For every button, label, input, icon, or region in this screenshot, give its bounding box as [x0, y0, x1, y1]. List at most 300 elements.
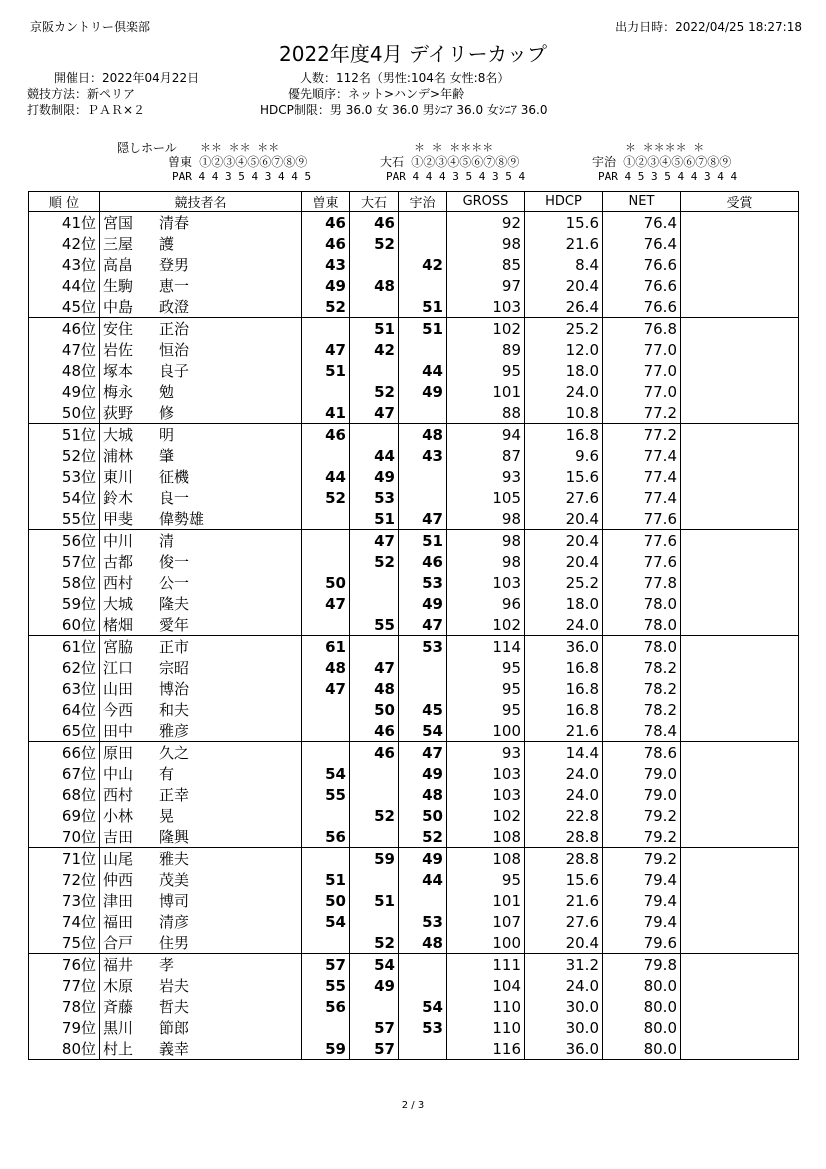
oishi-score-cell: 52	[350, 805, 399, 826]
given-name: 偉勢雄	[159, 510, 205, 528]
rank-cell: 76位	[29, 954, 100, 976]
sodo-score-cell: 44	[302, 466, 350, 487]
rank-cell: 46位	[29, 318, 100, 340]
table-row	[29, 720, 799, 742]
net-cell: 77.6	[603, 551, 681, 572]
family-name: 福田	[103, 913, 134, 931]
family-name: 福井	[103, 956, 134, 974]
gross-cell: 93	[447, 742, 525, 764]
gross-cell: 100	[447, 932, 525, 954]
net-cell: 77.6	[603, 508, 681, 530]
sodo-score-cell: 51	[302, 360, 350, 381]
player-name-cell	[100, 296, 302, 318]
net-cell: 79.6	[603, 932, 681, 954]
given-name: 岩夫	[159, 977, 190, 995]
course-oishi-holes: 大石 ①②③④⑤⑥⑦⑧⑨	[380, 155, 520, 169]
hdcp-cell: 31.2	[525, 954, 603, 976]
page-number: 2 / 3	[401, 1100, 425, 1111]
player-name-cell	[100, 911, 302, 932]
hdcp-cell: 16.8	[525, 699, 603, 720]
gross-cell: 102	[447, 318, 525, 340]
rank-cell: 77位	[29, 975, 100, 996]
oishi-score-cell: 54	[350, 954, 399, 976]
uji-score-cell: 49	[399, 848, 447, 870]
given-name: 護	[159, 235, 175, 253]
family-name: 江口	[103, 659, 134, 677]
family-name: 高畠	[103, 256, 134, 274]
gross-cell: 98	[447, 530, 525, 552]
rank-cell: 71位	[29, 848, 100, 870]
table-row	[29, 742, 799, 764]
gross-cell: 94	[447, 424, 525, 446]
table-header-row	[29, 192, 799, 212]
family-name: 西村	[103, 574, 134, 592]
sodo-score-cell: 48	[302, 657, 350, 678]
sodo-score-cell: 49	[302, 275, 350, 296]
sodo-score-cell: 52	[302, 487, 350, 508]
award-cell	[681, 657, 799, 678]
rank-cell: 78位	[29, 996, 100, 1017]
table-row	[29, 657, 799, 678]
award-cell	[681, 805, 799, 826]
col-rank: 順 位	[29, 192, 100, 212]
uji-score-cell: 49	[399, 381, 447, 402]
course-oishi-stars: ＊ ＊ ＊＊＊＊	[414, 141, 494, 154]
oishi-score-cell	[350, 360, 399, 381]
table-row	[29, 763, 799, 784]
net-cell: 79.0	[603, 763, 681, 784]
sodo-score-cell	[302, 720, 350, 742]
gross-cell: 88	[447, 402, 525, 424]
net-cell: 77.0	[603, 381, 681, 402]
rank-cell: 59位	[29, 593, 100, 614]
rank-cell: 47位	[29, 339, 100, 360]
family-name: 甲斐	[103, 510, 134, 528]
award-cell	[681, 551, 799, 572]
table-row	[29, 275, 799, 296]
table-row	[29, 254, 799, 275]
award-cell	[681, 784, 799, 805]
oishi-score-cell: 52	[350, 381, 399, 402]
hdcp-cell: 12.0	[525, 339, 603, 360]
table-row	[29, 381, 799, 402]
award-cell	[681, 720, 799, 742]
net-cell: 77.8	[603, 572, 681, 593]
player-name-cell	[100, 763, 302, 784]
player-name-cell	[100, 402, 302, 424]
sodo-score-cell: 47	[302, 678, 350, 699]
course-oishi-par: PAR 4 4 4 3 5 4 3 5 4	[386, 170, 526, 183]
oishi-score-cell: 44	[350, 445, 399, 466]
hdcp-cell: 18.0	[525, 593, 603, 614]
hdcp-cell: 16.8	[525, 678, 603, 699]
rank-cell: 55位	[29, 508, 100, 530]
hdcp-cell: 21.6	[525, 720, 603, 742]
rank-cell: 62位	[29, 657, 100, 678]
gross-cell: 107	[447, 911, 525, 932]
hdcp-cell: 8.4	[525, 254, 603, 275]
oishi-score-cell: 52	[350, 932, 399, 954]
gross-cell: 110	[447, 1017, 525, 1038]
player-name-cell	[100, 1017, 302, 1038]
rank-cell: 79位	[29, 1017, 100, 1038]
net-cell: 77.6	[603, 530, 681, 552]
net-cell: 77.2	[603, 424, 681, 446]
col-hdcp: HDCP	[525, 192, 603, 212]
family-name: 塚本	[103, 362, 134, 380]
oishi-score-cell: 46	[350, 720, 399, 742]
sodo-score-cell	[302, 318, 350, 340]
given-name: 明	[159, 426, 175, 444]
net-cell: 80.0	[603, 975, 681, 996]
award-cell	[681, 742, 799, 764]
sodo-score-cell	[302, 932, 350, 954]
uji-score-cell: 48	[399, 932, 447, 954]
award-cell	[681, 275, 799, 296]
rank-cell: 44位	[29, 275, 100, 296]
hdcp-cell: 20.4	[525, 275, 603, 296]
rank-cell: 60位	[29, 614, 100, 636]
gross-cell: 105	[447, 487, 525, 508]
oishi-score-cell	[350, 826, 399, 848]
gross-cell: 104	[447, 975, 525, 996]
gross-cell: 92	[447, 212, 525, 234]
uji-score-cell: 54	[399, 720, 447, 742]
award-cell	[681, 424, 799, 446]
rank-cell: 51位	[29, 424, 100, 446]
hdcp-cell: 36.0	[525, 636, 603, 658]
award-cell	[681, 932, 799, 954]
sodo-score-cell: 56	[302, 996, 350, 1017]
family-name: 木原	[103, 977, 134, 995]
sodo-score-cell	[302, 530, 350, 552]
sodo-score-cell: 52	[302, 296, 350, 318]
oishi-score-cell: 47	[350, 657, 399, 678]
table-row	[29, 975, 799, 996]
given-name: 有	[159, 765, 175, 783]
table-row	[29, 826, 799, 848]
sodo-score-cell	[302, 445, 350, 466]
player-name-cell	[100, 678, 302, 699]
oishi-score-cell: 42	[350, 339, 399, 360]
hdcp-cell: 26.4	[525, 296, 603, 318]
player-name-cell	[100, 551, 302, 572]
family-name: 宮脇	[103, 638, 134, 656]
oishi-score-cell	[350, 911, 399, 932]
award-cell	[681, 572, 799, 593]
player-name-cell	[100, 233, 302, 254]
award-cell	[681, 508, 799, 530]
family-name: 生駒	[103, 277, 134, 295]
net-cell: 76.4	[603, 233, 681, 254]
oishi-score-cell	[350, 869, 399, 890]
table-row	[29, 784, 799, 805]
net-cell: 80.0	[603, 1038, 681, 1060]
sodo-score-cell: 46	[302, 424, 350, 446]
oishi-score-cell: 52	[350, 233, 399, 254]
net-cell: 80.0	[603, 996, 681, 1017]
uji-score-cell: 47	[399, 614, 447, 636]
given-name: 政澄	[159, 298, 190, 316]
given-name: 正幸	[159, 786, 190, 804]
event-hdcp-limit: HDCP制限：男 36.0 女 36.0 男ｼﾆｱ 36.0 女ｼﾆｱ 36.0	[260, 103, 548, 117]
table-row	[29, 445, 799, 466]
sodo-score-cell: 57	[302, 954, 350, 976]
sodo-score-cell: 46	[302, 233, 350, 254]
table-row	[29, 530, 799, 552]
table-row	[29, 572, 799, 593]
given-name: 公一	[159, 574, 190, 592]
given-name: 宗昭	[159, 659, 190, 677]
table-row	[29, 424, 799, 446]
award-cell	[681, 996, 799, 1017]
hdcp-cell: 21.6	[525, 233, 603, 254]
col-net: NET	[603, 192, 681, 212]
table-row	[29, 508, 799, 530]
net-cell: 76.6	[603, 296, 681, 318]
table-row	[29, 296, 799, 318]
table-row	[29, 212, 799, 234]
player-name-cell	[100, 572, 302, 593]
uji-score-cell: 47	[399, 742, 447, 764]
family-name: 今西	[103, 701, 134, 719]
sodo-score-cell: 59	[302, 1038, 350, 1060]
oishi-score-cell: 49	[350, 466, 399, 487]
family-name: 大城	[103, 426, 134, 444]
player-name-cell	[100, 869, 302, 890]
player-name-cell	[100, 975, 302, 996]
sodo-score-cell: 47	[302, 593, 350, 614]
gross-cell: 98	[447, 551, 525, 572]
rank-cell: 68位	[29, 784, 100, 805]
rank-cell: 61位	[29, 636, 100, 658]
award-cell	[681, 593, 799, 614]
gross-cell: 108	[447, 826, 525, 848]
net-cell: 79.0	[603, 784, 681, 805]
hdcp-cell: 16.8	[525, 657, 603, 678]
uji-score-cell: 44	[399, 360, 447, 381]
uji-score-cell	[399, 339, 447, 360]
col-uji: 宇治	[399, 192, 447, 212]
family-name: 中川	[103, 532, 134, 550]
oishi-score-cell: 48	[350, 275, 399, 296]
oishi-score-cell	[350, 424, 399, 446]
gross-cell: 108	[447, 848, 525, 870]
award-cell	[681, 530, 799, 552]
given-name: 正治	[159, 320, 190, 338]
given-name: 愛年	[159, 616, 190, 634]
family-name: 西村	[103, 786, 134, 804]
award-cell	[681, 318, 799, 340]
family-name: 斉藤	[103, 998, 134, 1016]
hdcp-cell: 15.6	[525, 466, 603, 487]
net-cell: 77.0	[603, 360, 681, 381]
gross-cell: 103	[447, 296, 525, 318]
rank-cell: 52位	[29, 445, 100, 466]
given-name: 修	[159, 404, 175, 422]
player-name-cell	[100, 275, 302, 296]
family-name: 田中	[103, 722, 134, 740]
uji-score-cell: 50	[399, 805, 447, 826]
rank-cell: 53位	[29, 466, 100, 487]
uji-score-cell: 49	[399, 593, 447, 614]
net-cell: 77.4	[603, 445, 681, 466]
sodo-score-cell	[302, 551, 350, 572]
player-name-cell	[100, 742, 302, 764]
player-name-cell	[100, 848, 302, 870]
player-name-cell	[100, 614, 302, 636]
family-name: 中山	[103, 765, 134, 783]
col-award: 受賞	[681, 192, 799, 212]
course-uji-par: PAR 4 5 3 5 4 4 3 4 4	[598, 170, 738, 183]
net-cell: 80.0	[603, 1017, 681, 1038]
family-name: 小林	[103, 807, 134, 825]
table-row	[29, 699, 799, 720]
net-cell: 79.4	[603, 869, 681, 890]
player-name-cell	[100, 1038, 302, 1060]
hdcp-cell: 27.6	[525, 911, 603, 932]
family-name: 村上	[103, 1040, 134, 1058]
uji-score-cell: 43	[399, 445, 447, 466]
family-name: 東川	[103, 468, 134, 486]
sodo-score-cell: 55	[302, 975, 350, 996]
hdcp-cell: 36.0	[525, 1038, 603, 1060]
rank-cell: 56位	[29, 530, 100, 552]
hdcp-cell: 24.0	[525, 763, 603, 784]
award-cell	[681, 975, 799, 996]
table-row	[29, 318, 799, 340]
rank-cell: 70位	[29, 826, 100, 848]
rank-cell: 58位	[29, 572, 100, 593]
uji-score-cell	[399, 233, 447, 254]
gross-cell: 96	[447, 593, 525, 614]
gross-cell: 85	[447, 254, 525, 275]
family-name: 鈴木	[103, 489, 134, 507]
player-name-cell	[100, 932, 302, 954]
given-name: 晃	[159, 807, 175, 825]
gross-cell: 89	[447, 339, 525, 360]
net-cell: 79.8	[603, 954, 681, 976]
uji-score-cell: 47	[399, 508, 447, 530]
sodo-score-cell	[302, 1017, 350, 1038]
rank-cell: 48位	[29, 360, 100, 381]
oishi-score-cell: 53	[350, 487, 399, 508]
player-name-cell	[100, 254, 302, 275]
uji-score-cell: 46	[399, 551, 447, 572]
uji-score-cell: 53	[399, 636, 447, 658]
oishi-score-cell: 51	[350, 890, 399, 911]
gross-cell: 97	[447, 275, 525, 296]
family-name: 古都	[103, 553, 134, 571]
sodo-score-cell	[302, 614, 350, 636]
table-row	[29, 339, 799, 360]
uji-score-cell: 44	[399, 869, 447, 890]
gross-cell: 103	[447, 784, 525, 805]
hdcp-cell: 28.8	[525, 848, 603, 870]
oishi-score-cell: 57	[350, 1038, 399, 1060]
hdcp-cell: 9.6	[525, 445, 603, 466]
sodo-score-cell	[302, 848, 350, 870]
given-name: 隆興	[159, 828, 190, 846]
rank-cell: 63位	[29, 678, 100, 699]
net-cell: 78.0	[603, 614, 681, 636]
award-cell	[681, 869, 799, 890]
sodo-score-cell	[302, 805, 350, 826]
table-row	[29, 678, 799, 699]
table-row	[29, 360, 799, 381]
course-sodo-par: PAR 4 4 3 5 4 3 4 4 5	[172, 170, 312, 183]
net-cell: 78.0	[603, 593, 681, 614]
award-cell	[681, 360, 799, 381]
gross-cell: 98	[447, 233, 525, 254]
sodo-score-cell: 51	[302, 869, 350, 890]
rank-cell: 65位	[29, 720, 100, 742]
table-row	[29, 487, 799, 508]
event-date: 開催日：2022年04月22日	[54, 71, 200, 85]
col-gross: GROSS	[447, 192, 525, 212]
given-name: 肇	[159, 447, 175, 465]
hdcp-cell: 20.4	[525, 530, 603, 552]
player-name-cell	[100, 360, 302, 381]
hdcp-cell: 24.0	[525, 381, 603, 402]
award-cell	[681, 296, 799, 318]
hdcp-cell: 20.4	[525, 551, 603, 572]
family-name: 原田	[103, 744, 134, 762]
family-name: 仲西	[103, 871, 134, 889]
award-cell	[681, 699, 799, 720]
table-row	[29, 1038, 799, 1060]
oishi-score-cell	[350, 784, 399, 805]
rank-cell: 54位	[29, 487, 100, 508]
player-name-cell	[100, 636, 302, 658]
award-cell	[681, 636, 799, 658]
oishi-score-cell: 55	[350, 614, 399, 636]
net-cell: 78.0	[603, 636, 681, 658]
net-cell: 78.4	[603, 720, 681, 742]
given-name: 清彦	[159, 913, 190, 931]
gross-cell: 103	[447, 763, 525, 784]
club-name: 京阪カントリー倶楽部	[30, 20, 151, 34]
given-name: 茂美	[159, 871, 190, 889]
oishi-score-cell: 51	[350, 318, 399, 340]
event-limit: 打数制限：ＰＡＲ×２	[27, 103, 146, 117]
table-row	[29, 593, 799, 614]
gross-cell: 103	[447, 572, 525, 593]
col-sodo: 曽東	[302, 192, 350, 212]
rank-cell: 43位	[29, 254, 100, 275]
oishi-score-cell	[350, 996, 399, 1017]
sodo-score-cell: 43	[302, 254, 350, 275]
event-priority: 優先順序：ネット>ハンデ>年齢	[288, 87, 465, 101]
gross-cell: 95	[447, 657, 525, 678]
uji-score-cell	[399, 402, 447, 424]
sodo-score-cell: 41	[302, 402, 350, 424]
sodo-score-cell: 50	[302, 890, 350, 911]
given-name: 登男	[159, 256, 190, 274]
oishi-score-cell	[350, 636, 399, 658]
sodo-score-cell: 56	[302, 826, 350, 848]
rank-cell: 41位	[29, 212, 100, 234]
rank-cell: 50位	[29, 402, 100, 424]
award-cell	[681, 381, 799, 402]
given-name: 隆夫	[159, 595, 190, 613]
rank-cell: 69位	[29, 805, 100, 826]
gross-cell: 111	[447, 954, 525, 976]
gross-cell: 102	[447, 805, 525, 826]
award-cell	[681, 445, 799, 466]
gross-cell: 95	[447, 869, 525, 890]
hdcp-cell: 14.4	[525, 742, 603, 764]
